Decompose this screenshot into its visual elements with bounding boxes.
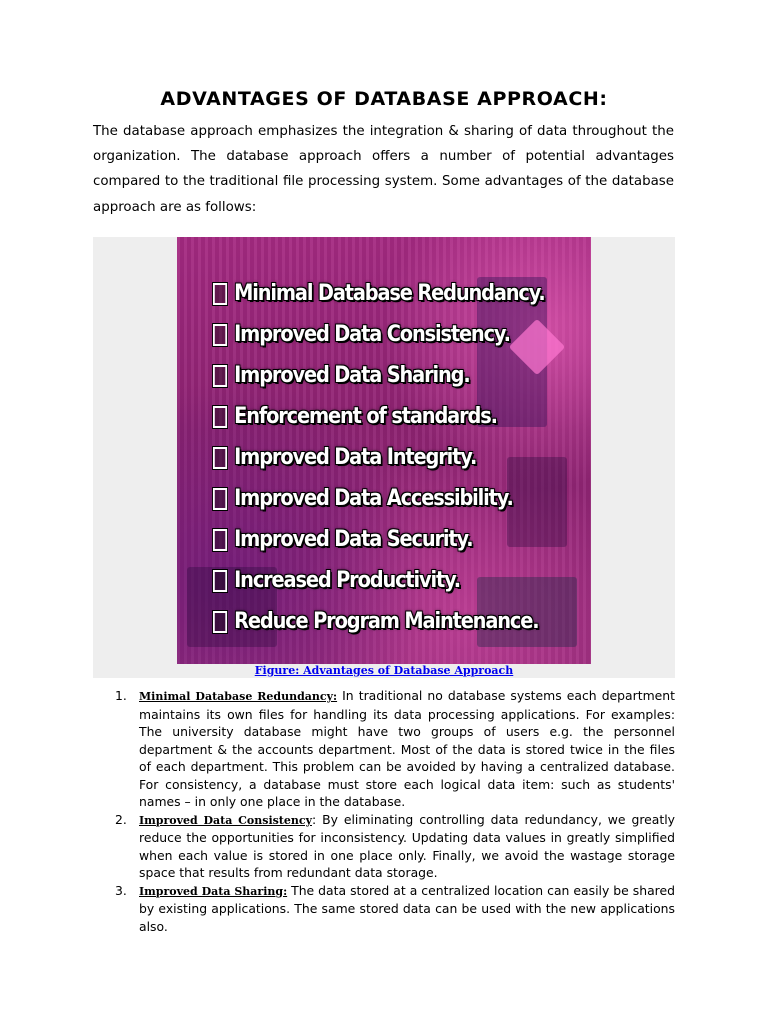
poster-list (213, 273, 590, 642)
item-number: 2. (115, 811, 127, 827)
intro-paragraph: The database approach emphasizes the integration & sharing of data throughout the organization. The database approach offers a number of potential advantages compared to the traditional file processing system. Some advantages of the database approach are as follows: (93, 124, 674, 215)
checkbox-icon (213, 406, 227, 428)
page-title: ADVANTAGES OF DATABASE APPROACH: (160, 88, 608, 110)
figure-caption-link[interactable]: Figure: Advantages of Database Approach (254, 664, 514, 677)
advantages-list (93, 687, 675, 935)
advantages-poster-image (177, 237, 591, 664)
poster-item: Increased Productivity. (213, 560, 545, 601)
poster-item: Enforcement of standards. (213, 396, 545, 437)
item-number: 1. (115, 688, 127, 703)
checkbox-icon (213, 529, 227, 551)
item-term: Improved Data Consistency (139, 813, 312, 827)
item-term: Improved Data Sharing: (139, 884, 288, 898)
figure (93, 237, 675, 678)
checkbox-icon (213, 488, 227, 510)
item-term: Minimal Database Redundancy: (139, 690, 338, 703)
item-number: 3. (115, 882, 127, 898)
poster-item: Improved Data Sharing. (213, 355, 545, 396)
checkbox-icon (213, 570, 227, 592)
poster-item: Minimal Database Redundancy. (213, 273, 545, 314)
checkbox-icon (213, 365, 227, 387)
checkbox-icon (213, 283, 227, 305)
poster-item: Improved Data Integrity. (213, 437, 545, 478)
poster-item: Improved Data Consistency. (213, 314, 545, 355)
poster-item: Improved Data Security. (213, 519, 545, 560)
list-item (93, 882, 675, 936)
list-item (93, 687, 675, 811)
item-text: The data stored at a centralized location can easily be shared by existing applications. The same stored data can be used with the new applications also. (139, 882, 675, 934)
checkbox-icon (213, 324, 227, 346)
list-item: 2. Improved Data Consistency: By eliminating controlling data redundancy, we greatly reduce the opportunities for inconsistency. Updating data values in greatly simplified when each value is stored in one place only. Finally, we avoid the wastage storage space that results from redundant data storage. (115, 811, 675, 880)
poster-item: Reduce Program Maintenance. (213, 601, 545, 642)
poster-item: Improved Data Accessibility. (213, 478, 545, 519)
checkbox-icon (213, 611, 227, 633)
item-text: By eliminating controlling data redundancy, we greatly reduce the opportunities for inconsistency. Updating data values in greatly simplified when each value is stored in one place only. Finally, we avoid the wastage storage space that results from redundant data storage. (139, 811, 675, 880)
checkbox-icon (213, 447, 227, 469)
item-text: In traditional no database systems each department maintains its own files for handling its data processing applications. For examples: The university database might have two groups of users e.g. the personnel department & the accounts department. Most of the data is stored twice in the files of each department. This problem can be avoided by having a centralized database. For consistency, a database must store each logical data item: such as students' names – in only one place in the database. (139, 688, 675, 809)
